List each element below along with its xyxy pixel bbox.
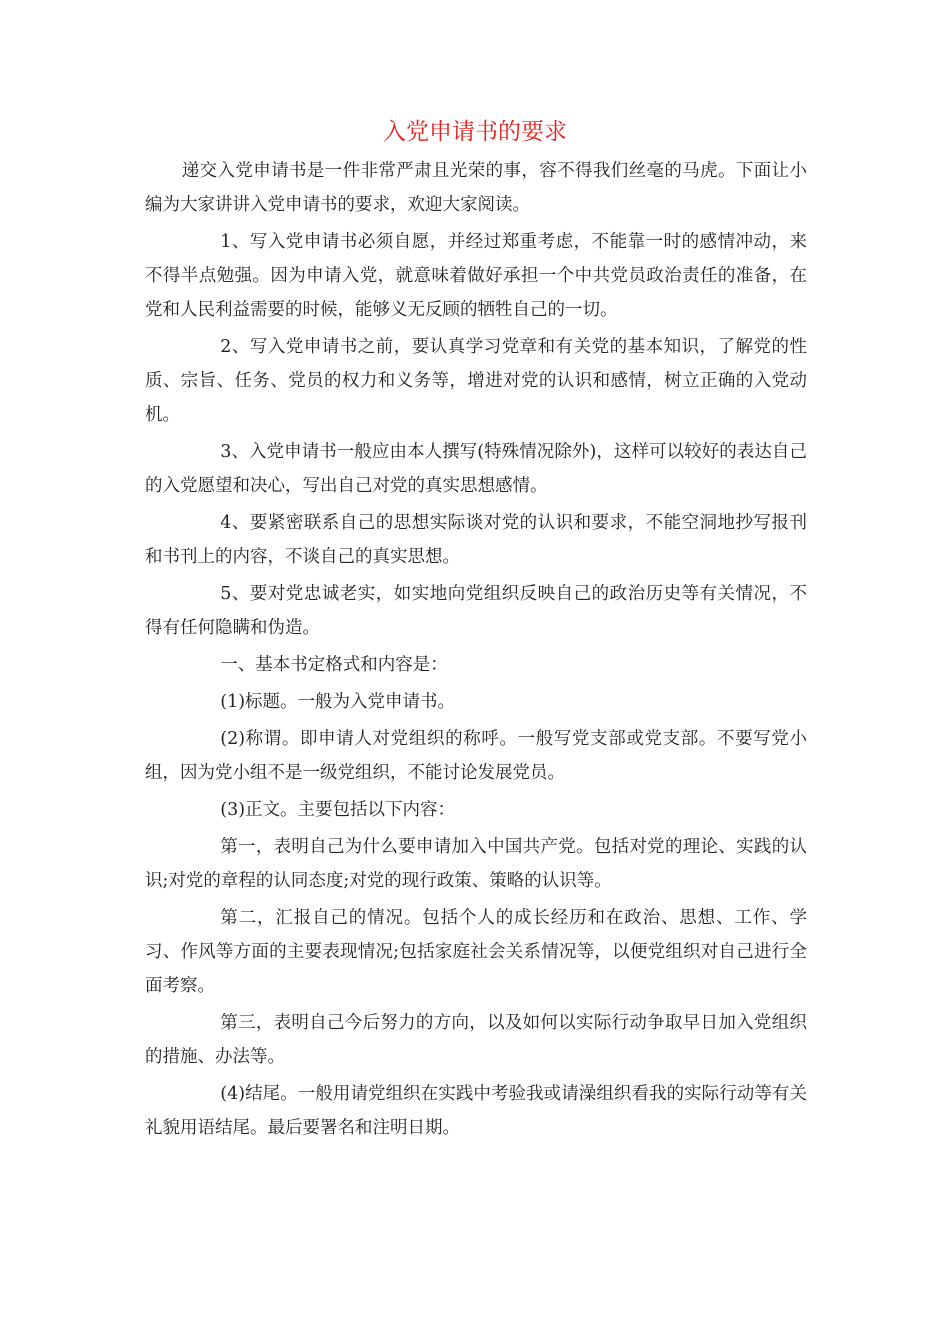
- paragraph-body-second: 第二，汇报自己的情况。包括个人的成长经历和在政治、思想、工作、学习、作风等方面的主要表现情况;包括家庭社会关系情况等，以便党组织对自己进行全面考察。: [145, 908, 807, 996]
- paragraph-format-body: (3)正文。主要包括以下内容：: [220, 800, 456, 820]
- paragraph-body-third: 第三，表明自己今后努力的方向，以及如何以实际行动争取早日加入党组织的措施、办法等。: [145, 1013, 807, 1067]
- paragraph-requirement-4: 4、要紧密联系自己的思想实际谈对党的认识和要求，不能空洞地抄写报刊和书刊上的内容，不谈自己的真实思想。: [145, 513, 807, 567]
- paragraph-format-title: (1)标题。一般为入党申请书。: [220, 692, 456, 712]
- paragraph-requirement-1: 1、写入党申请书必须自愿，并经过郑重考虑，不能靠一时的感情冲动，来不得半点勉强。因为申请入党，就意味着做好承担一个中共党员政治责任的准备，在党和人民利益需要的时候，能够义无反顾的牺牲自己的一切。: [145, 232, 807, 320]
- paragraph-body-first: 第一，表明自己为什么要申请加入中国共产党。包括对党的理论、实践的认识;对党的章程的认同态度;对党的现行政策、策略的认识等。: [145, 837, 807, 891]
- paragraph-format-ending: (4)结尾。一般用请党组织在实践中考验我或请澡组织看我的实际行动等有关礼貌用语结尾。最后要署名和注明日期。: [145, 1084, 807, 1138]
- paragraph-requirement-2: 2、写入党申请书之前，要认真学习党章和有关党的基本知识，了解党的性质、宗旨、任务、党员的权力和义务等，增进对党的认识和感情，树立正确的入党动机。: [145, 337, 807, 425]
- paragraph-format-heading: 一、基本书定格式和内容是：: [220, 655, 448, 675]
- paragraph-intro: 递交入党申请书是一件非常严肃且光荣的事，容不得我们丝毫的马虎。下面让小编为大家讲讲入党申请书的要求，欢迎大家阅读。: [145, 161, 807, 215]
- document-body: [145, 154, 807, 1148]
- paragraph-requirement-3: 3、入党申请书一般应由本人撰写(特殊情况除外)，这样可以较好的表达自己的入党愿望和决心，写出自己对党的真实思想感情。: [145, 442, 807, 496]
- paragraph-format-salutation: (2)称谓。即申请人对党组织的称呼。一般写党支部或党支部。不要写党小组，因为党小组不是一级党组织，不能讨论发展党员。: [145, 729, 807, 783]
- paragraph-requirement-5: 5、要对党忠诚老实，如实地向党组织反映自己的政治历史等有关情况，不得有任何隐瞒和伪造。: [145, 584, 807, 638]
- document-title: 入党申请书的要求: [383, 119, 567, 145]
